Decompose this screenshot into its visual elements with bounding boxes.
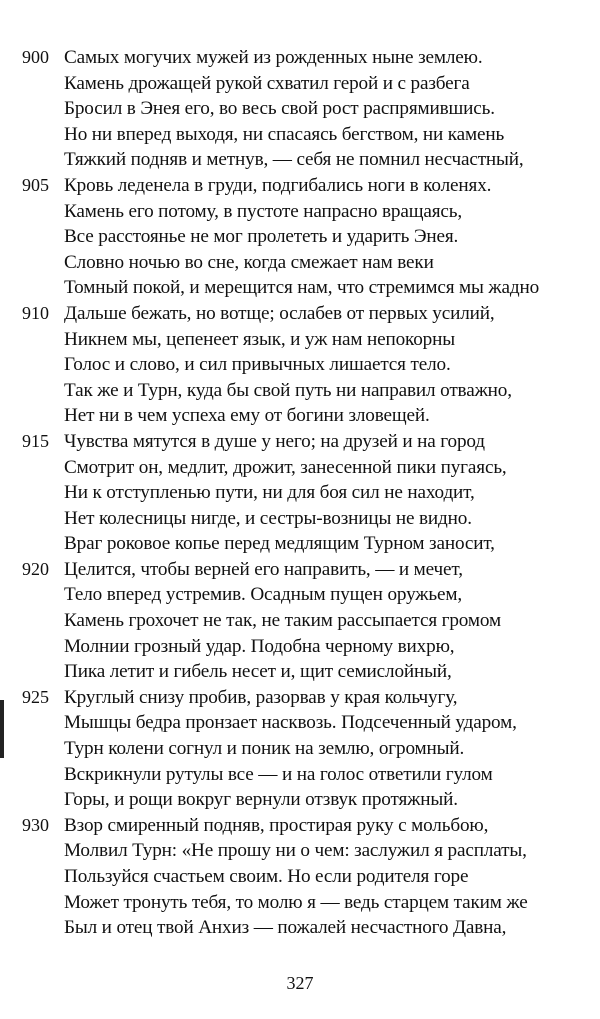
verse-line xyxy=(0,659,600,685)
verse-line xyxy=(0,608,600,634)
verse-line xyxy=(0,250,600,276)
verse-line xyxy=(0,582,600,608)
verse-text: Томный покой, и мерещится нам, что стремимся мы жадно xyxy=(64,277,540,299)
verse-line xyxy=(0,557,600,583)
verse-text: Камень грохочет не так, не таким рассыпается громом xyxy=(64,610,501,632)
line-number: 905 xyxy=(22,174,49,195)
verse-line xyxy=(0,685,600,711)
verse-line xyxy=(0,275,600,301)
verse-line xyxy=(0,224,600,250)
verse-line xyxy=(0,787,600,813)
verse-line xyxy=(0,864,600,890)
verse-text: Молвил Турн: «Не прошу ни о чем: заслужил я расплаты, xyxy=(64,840,527,862)
verse-text: Ни к отступленью пути, ни для боя сил не находит, xyxy=(64,482,475,504)
line-number: 910 xyxy=(22,302,49,323)
line-number: 900 xyxy=(22,47,49,67)
verse-text: Бросил в Энея его, во весь свой рост распрямившись. xyxy=(64,98,495,120)
verse-text: Мышцы бедра пронзает насквозь. Подсеченный ударом, xyxy=(64,712,517,734)
verse-line xyxy=(0,506,600,532)
verse-line xyxy=(0,890,600,916)
verse-text: Молнии грозный удар. Подобна черному вихрю, xyxy=(64,635,455,657)
verse-line xyxy=(0,301,600,327)
verse-text: Круглый снизу пробив, разорвав у края кольчугу, xyxy=(64,686,458,708)
verse-text: Но ни вперед выходя, ни спасаясь бегством, ни камень xyxy=(64,123,505,145)
verse-line xyxy=(0,762,600,788)
verse-text: Враг роковое копье перед медлящим Турном заносит, xyxy=(64,533,495,555)
verse-text: Нет колесницы нигде, и сестры-возницы не видно. xyxy=(64,507,472,529)
verse-text: Тяжкий подняв и метнув, — себя не помнил несчастный, xyxy=(64,149,524,171)
verse-text: Так же и Турн, куда бы свой путь ни направил отважно, xyxy=(64,379,512,401)
verse-line xyxy=(0,480,600,506)
verse-line xyxy=(0,352,600,378)
verse-text: Вскрикнули рутулы все — и на голос ответили гулом xyxy=(64,763,493,785)
line-number: 930 xyxy=(22,814,49,835)
verse-text: Самых могучих мужей из рожденных ныне землею. xyxy=(64,47,483,68)
verse-text: Тело вперед устремив. Осадным пущен оружьем, xyxy=(64,584,462,606)
verse-text: Был и отец твой Анхиз — пожалей несчастного Давна, xyxy=(64,917,507,939)
verse-line xyxy=(0,122,600,148)
verse-text: Голос и слово, и сил привычных лишается тело. xyxy=(64,354,451,376)
verse-line xyxy=(0,915,600,941)
verse-line xyxy=(0,96,600,122)
verse-line xyxy=(0,736,600,762)
verse-line xyxy=(0,199,600,225)
verse-text: Целится, чтобы верней его направить, — и мечет, xyxy=(64,558,463,580)
verse-text: Горы, и рощи вокруг вернули отзвук протяжный. xyxy=(64,789,458,811)
verse-line xyxy=(0,429,600,455)
verse-line xyxy=(0,531,600,557)
verse-text: Чувства мятутся в душе у него; на друзей и на город xyxy=(64,430,485,452)
verse-text: Может тронуть тебя, то молю я — ведь старцем таким же xyxy=(64,891,528,913)
verse-text: Турн колени согнул и поник на землю, огромный. xyxy=(64,738,465,760)
line-number: 925 xyxy=(22,686,49,707)
verse-text: Кровь леденела в груди, подгибались ноги в коленях. xyxy=(64,174,492,196)
verse-line xyxy=(0,45,600,71)
verse-text: Пика летит и гибель несет и, щит семислойный, xyxy=(64,661,452,683)
verse-line xyxy=(0,634,600,660)
verse-line xyxy=(0,710,600,736)
verse-text: Нет ни в чем успеха ему от богини зловещей. xyxy=(64,405,430,427)
verse-line xyxy=(0,455,600,481)
verse-line xyxy=(0,327,600,353)
verse-line xyxy=(0,403,600,429)
verse-lines xyxy=(0,45,600,941)
verse-text: Все расстоянье не мог пролететь и ударить Энея. xyxy=(64,226,459,248)
verse-text: Пользуйся счастьем своим. Но если родителя горе xyxy=(64,866,469,887)
verse-line xyxy=(0,71,600,97)
verse-line xyxy=(0,147,600,173)
verse-line xyxy=(0,813,600,839)
verse-text: Дальше бежать, но вотще; ослабев от первых усилий, xyxy=(64,302,495,324)
line-number: 915 xyxy=(22,430,49,451)
line-number: 920 xyxy=(22,558,49,579)
verse-text: Смотрит он, медлит, дрожит, занесенной пики пугаясь, xyxy=(64,456,507,478)
verse-line xyxy=(0,378,600,404)
verse-line xyxy=(0,173,600,199)
page-number: 327 xyxy=(286,973,314,993)
verse-text: Камень дрожащей рукой схватил герой и с разбега xyxy=(64,72,470,94)
verse-text: Камень его потому, в пустоте напрасно вращаясь, xyxy=(64,200,463,222)
verse-line xyxy=(0,838,600,864)
verse-text: Никнем мы, цепенеет язык, и уж нам непокорны xyxy=(64,328,455,350)
verse-text: Словно ночью во сне, когда смежает нам веки xyxy=(64,251,434,273)
verse-text: Взор смиренный подняв, простирая руку с мольбою, xyxy=(64,814,489,836)
